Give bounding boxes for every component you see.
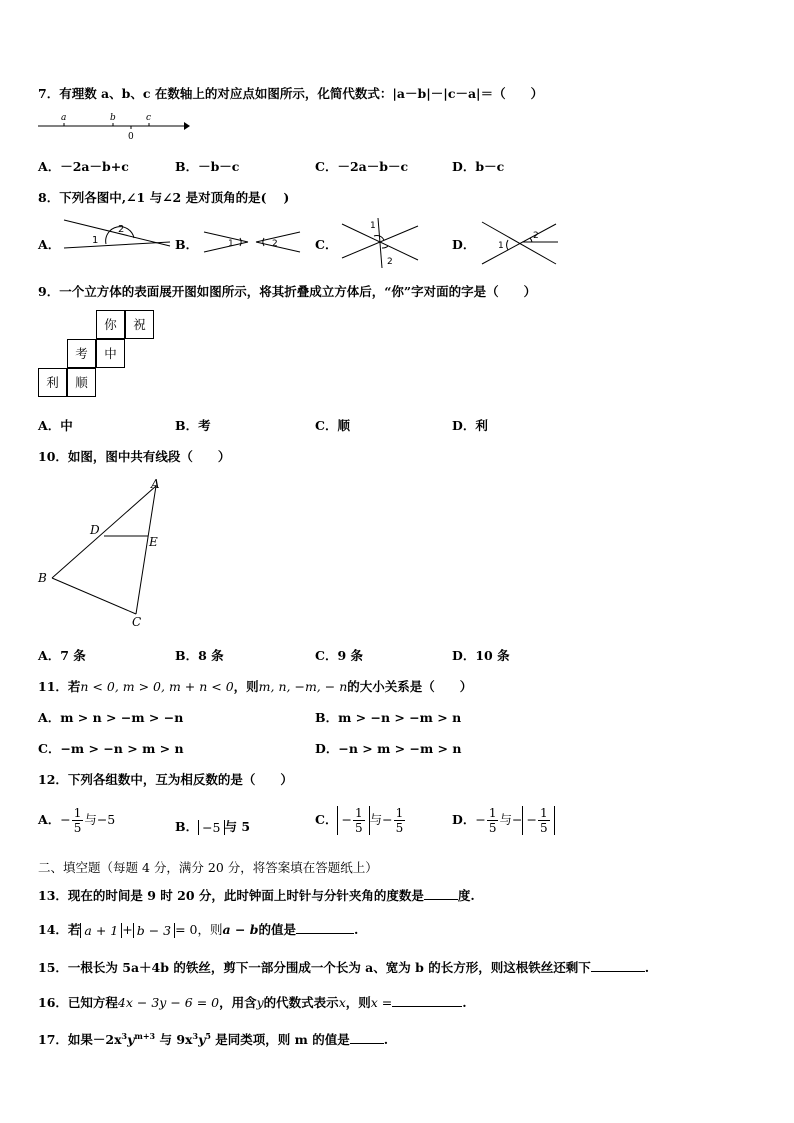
- q8-figure-c: [340, 216, 420, 270]
- question-12: 12．下列各组数中，互为相反数的是（ ）: [38, 772, 293, 787]
- q10-option-a: A．7 条: [38, 648, 86, 663]
- question-9: 9．一个立方体的表面展开图如图所示，将其折叠成立方体后，“你”字对面的字是（ ）: [38, 284, 537, 299]
- svg-text:1: 1: [370, 221, 376, 231]
- q8-figure-b: [200, 226, 305, 258]
- q8-option-c: C．: [315, 237, 338, 252]
- q7-option-b: B．－b－c: [175, 159, 240, 174]
- svg-text:2: 2: [533, 231, 539, 241]
- q11-option-a: A．m > n > −m > −n: [38, 710, 184, 725]
- q9-option-d: D．利: [452, 418, 488, 433]
- q8-option-d: D．: [452, 237, 476, 252]
- q10-option-d: D．10 条: [452, 648, 510, 663]
- q17-answer-blank[interactable]: [350, 1031, 384, 1044]
- point-label-b: B: [38, 571, 47, 585]
- q12-option-a: A．− $\frac{1}{5}$ 与−5: [38, 806, 116, 835]
- svg-text:1: 1: [92, 235, 99, 246]
- point-label-c: C: [132, 615, 142, 629]
- q10-option-c: C．9 条: [315, 648, 363, 663]
- point-label-d: D: [90, 523, 100, 537]
- q12-option-c: C． − $\frac{1}{5}$ 与− $\frac{1}{5}$: [315, 806, 404, 835]
- q11-option-c: C．−m > −n > m > n: [38, 741, 184, 756]
- question-11: 11．若n < 0, m > 0, m + n < 0，则m, n, −m, − n的大小关系是（ ）: [38, 679, 473, 694]
- question-17: 17．如果$-2x^3y^{m+3}$ 与 $9x^3y^5$ 是同类项，则 m 的值是 .: [38, 1030, 389, 1047]
- section-2-heading: 二、填空题（每题 4 分，满分 20 分，将答案填在答题纸上）: [38, 860, 378, 875]
- svg-text:2: 2: [272, 239, 278, 249]
- q11-vars: m, n, −m, − n: [258, 679, 348, 694]
- q8-option-a: A．: [38, 237, 61, 252]
- question-15: 15．一根长为 5a＋4b 的铁丝，剪下一部分围成一个长为 a、宽为 b 的长方形，则这根铁丝还剩下 .: [38, 960, 650, 975]
- net-cell-ni: 你: [96, 310, 125, 339]
- q12-option-d: D．− $\frac{1}{5}$ 与− − $\frac{1}{5}$: [452, 806, 555, 835]
- axis-label-a: a: [61, 113, 67, 123]
- q7-option-d: D．b－c: [452, 159, 505, 174]
- axis-label-zero: 0: [128, 132, 134, 142]
- question-8: 8．下列各图中,∠1 与∠2 是对顶角的是( ): [38, 190, 290, 205]
- q13-answer-blank[interactable]: [424, 887, 458, 900]
- q10-option-b: B．8 条: [175, 648, 224, 663]
- q9-option-a: A．中: [38, 418, 73, 433]
- axis-label-b: b: [110, 113, 116, 123]
- q11-option-d: D．−n > m > −m > n: [315, 741, 462, 756]
- q16-answer-blank[interactable]: [392, 994, 462, 1007]
- point-label-a: A: [151, 477, 160, 491]
- net-cell-kao: 考: [67, 339, 96, 368]
- question-14: 14．若 a + 1 + b − 3 = 0，则a − b的值是 .: [38, 922, 359, 938]
- q8-option-b: B．: [175, 237, 199, 252]
- net-cell-zhu: 祝: [125, 310, 154, 339]
- point-label-e: E: [149, 535, 158, 549]
- question-10: 10．如图，图中共有线段（ ）: [38, 449, 231, 464]
- q11-condition: n < 0, m > 0, m + n < 0: [80, 679, 234, 694]
- q11-option-b: B．m > −n > −m > n: [315, 710, 462, 725]
- q8-figure-d: [480, 216, 560, 268]
- svg-text:2: 2: [387, 257, 393, 267]
- q7-option-a: A．－2a－b+c: [38, 159, 129, 174]
- net-cell-li: 利: [38, 368, 67, 397]
- svg-text:2: 2: [118, 224, 125, 235]
- q15-answer-blank[interactable]: [591, 959, 645, 972]
- q12-option-b: B． −5 与 5: [175, 819, 251, 835]
- svg-text:1: 1: [228, 239, 234, 249]
- triangle-figure: [34, 474, 174, 634]
- number-line-figure: [36, 110, 191, 142]
- q7-option-c: C．－2a－b－c: [315, 159, 409, 174]
- q9-option-c: C．顺: [315, 418, 350, 433]
- net-cell-shun: 顺: [67, 368, 96, 397]
- axis-label-c: c: [146, 113, 152, 123]
- q14-answer-blank[interactable]: [296, 921, 354, 934]
- question-13: 13．现在的时间是 9 时 20 分，此时钟面上时针与分针夹角的度数是 度.: [38, 888, 475, 903]
- q8-figure-a: [62, 216, 172, 256]
- svg-text:1: 1: [498, 241, 504, 251]
- net-cell-zhong: 中: [96, 339, 125, 368]
- q9-option-b: B．考: [175, 418, 211, 433]
- question-16: 16．已知方程4x − 3y − 6 = 0，用含y的代数式表示x，则x = .: [38, 995, 467, 1010]
- question-7: 7．有理数 a、b、c 在数轴上的对应点如图所示，化简代数式：|a－b|－|c－a|＝（ ）: [38, 86, 544, 101]
